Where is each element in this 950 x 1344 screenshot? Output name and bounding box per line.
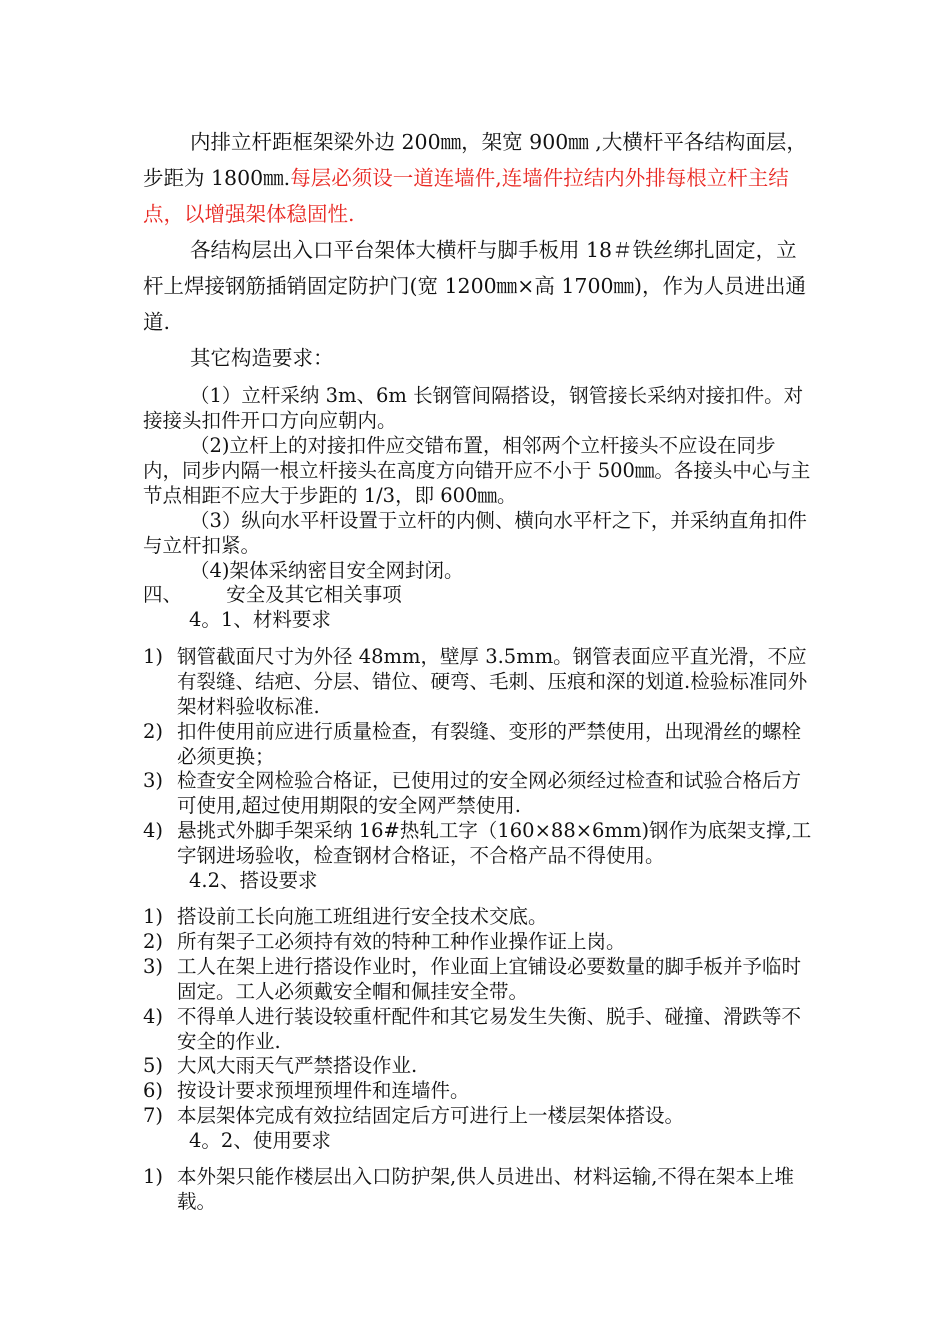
list-item-number: 2)	[143, 930, 164, 953]
list-item-text: 本层架体完成有效拉结固定后方可进行上一楼层架体搭设。	[177, 1104, 685, 1127]
list-item-number: 6)	[143, 1079, 164, 1102]
paragraph-other-requirements: 其它构造要求：	[190, 346, 334, 370]
list-item-number: 1)	[143, 905, 164, 928]
list-item-text: 工人在架上进行搭设作业时，作业面上宜铺设必要数量的脚手板并予临时固定。工人必须戴安全帽和佩挂安全带。	[177, 955, 802, 1003]
list-item-text: 搭设前工长向施工班组进行安全技术交底。	[177, 905, 548, 928]
list-item-number: 3)	[143, 769, 164, 792]
list-item	[143, 1004, 813, 1054]
list-item-text: 扣件使用前应进行质量检查，有裂缝、变形的严禁使用，出现滑丝的螺栓必须更换；	[177, 720, 802, 768]
paragraph-text: 内排立杆距框架梁外边 200㎜，架宽 900㎜ ,大横杆平各结构面层，步距为 1800㎜.	[143, 130, 807, 190]
requirement-2: （2)立杆上的对接扣件应交错布置，相邻两个立杆接头不应设在同步内，同步内隔一根立杆接头在高度方向错开应不小于 500㎜。各接头中心与主节点相距不应大于步距的 1/3，即 600㎜。	[143, 434, 811, 507]
list-item	[143, 818, 813, 868]
subsection-title-erection: 4.2、搭设要求	[189, 869, 318, 892]
requirement-1: （1）立杆采纳 3m、6m 长钢管间隔搭设，钢管接长采纳对接扣件。对接接头扣件开口方向应朝内。	[143, 384, 804, 432]
list-item-number: 4)	[143, 819, 164, 842]
paragraph-frame-spacing	[143, 124, 813, 232]
list-item-text: 按设计要求预埋预埋件和连墙件。	[177, 1079, 470, 1102]
list-item	[143, 929, 813, 954]
list-item	[143, 1078, 813, 1103]
list-item	[143, 1164, 813, 1214]
requirement-4: （4)架体采纳密目安全网封闭。	[190, 559, 464, 582]
list-item-number: 1)	[143, 1165, 164, 1188]
list-item-text: 悬挑式外脚手架采纳 16#热轧工字（160×88×6mm)钢作为底架支撑,工字钢进场验收，检查钢材合格证，不合格产品不得使用。	[177, 819, 812, 867]
list-item-number: 4)	[143, 1005, 164, 1028]
list-item-number: 5)	[143, 1054, 164, 1077]
requirement-3: （3）纵向水平杆设置于立杆的内侧、横向水平杆之下，并采纳直角扣件与立杆扣紧。	[143, 509, 807, 557]
list-item	[143, 1053, 813, 1078]
highlighted-requirement: 每层必须设一道连墙件,连墙件拉结内外排每根立杆主结点，以增强架体稳固性.	[143, 166, 789, 226]
list-item	[143, 719, 813, 769]
list-item-text: 不得单人进行装设较重杆配件和其它易发生失衡、脱手、碰撞、滑跌等不安全的作业.	[177, 1005, 802, 1053]
list-item	[143, 1103, 813, 1128]
list-item-text: 检查安全网检验合格证，已使用过的安全网必须经过检查和试验合格后方可使用,超过使用期限的安全网严禁使用.	[177, 769, 802, 817]
list-item-text: 本外架只能作楼层出入口防护架,供人员进出、材料运输,不得在架本上堆载。	[177, 1165, 794, 1213]
list-item-number: 2)	[143, 720, 164, 743]
subsection-title-usage: 4。2、使用要求	[189, 1129, 331, 1152]
list-item	[143, 904, 813, 929]
section-title: 安全及其它相关事项	[226, 583, 402, 606]
list-item	[143, 644, 813, 719]
section-number: 四、	[143, 583, 183, 606]
section-heading	[143, 582, 402, 607]
list-item-text: 大风大雨天气严禁搭设作业.	[177, 1054, 418, 1077]
paragraph-entrance-platform: 各结构层出入口平台架体大横杆与脚手板用 18＃铁丝绑扎固定，立杆上焊接钢筋插销固定防护门(宽 1200㎜×高 1700㎜)，作为人员进出通道.	[143, 238, 807, 334]
list-item-number: 1)	[143, 645, 164, 668]
subsection-title-materials: 4。1、材料要求	[189, 608, 331, 631]
list-item	[143, 954, 813, 1004]
list-item	[143, 768, 813, 818]
list-item-number: 7)	[143, 1104, 164, 1127]
list-item-text: 钢管截面尺寸为外径 48mm，壁厚 3.5mm。钢管表面应平直光滑，不应有裂缝、结疤、分层、错位、硬弯、毛刺、压痕和深的划道.检验标准同外架材料验收标准.	[177, 645, 808, 718]
list-item-text: 所有架子工必须持有效的特种工种作业操作证上岗。	[177, 930, 626, 953]
list-item-number: 3)	[143, 955, 164, 978]
